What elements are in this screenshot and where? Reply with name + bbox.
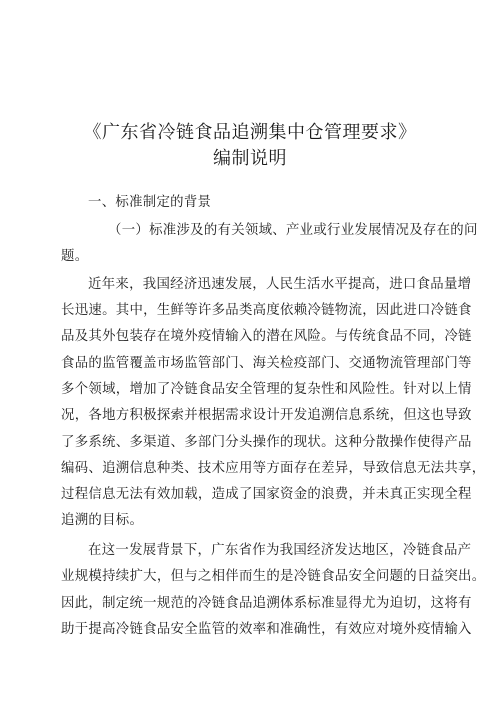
paragraph-line: 近年来，我国经济迅速发展，人民生活水平提高，进口食品量增 [88, 277, 472, 292]
paragraph-line: 长迅速。其中，生鲜等许多品类高度依赖冷链物流，因此进口冷链食 [61, 303, 472, 318]
paragraph-line: 品及其外包装存在境外疫情输入的潜在风险。与传统食品不同，冷链 [61, 329, 472, 344]
paragraph-line: 况，各地方积极探索并根据需求设计开发追溯信息系统，但这也导致 [61, 408, 472, 423]
document-subtitle: 编制说明 [213, 148, 287, 169]
paragraph-line: 在这一发展背景下，广东省作为我国经济发达地区，冷链食品产 [88, 543, 472, 558]
paragraph-line: 因此，制定统一规范的冷链食品追溯体系标准显得尤为迫切，这将有 [61, 596, 472, 611]
subsection-heading-line: 题。 [61, 249, 89, 264]
document-title: 《广东省冷链食品追溯集中仓管理要求》 [83, 122, 417, 143]
paragraph-line: 多个领域，增加了冷链食品安全管理的复杂性和风险性。针对以上情 [61, 382, 472, 397]
paragraph-line: 助于提高冷链食品安全监管的效率和准确性，有效应对境外疫情输入 [61, 622, 472, 637]
paragraph-line: 编码、追溯信息种类、技术应用等方面存在差异，导致信息无法共享， [61, 461, 486, 476]
subsection-heading-line: （一）标准涉及的有关领域、产业或行业发展情况及存在的问 [108, 223, 478, 238]
paragraph-line: 业规模持续扩大，但与之相伴而生的是冷链食品安全问题的日益突出。 [61, 569, 486, 584]
paragraph-line: 了多系统、多渠道、多部门分头操作的现状。这种分散操作使得产品 [61, 435, 472, 450]
paragraph-line: 追溯的目标。 [61, 513, 144, 528]
paragraph-line: 食品的监管覆盖市场监管部门、海关检疫部门、交通物流管理部门等 [61, 356, 472, 371]
paragraph-line: 过程信息无法有效加载，造成了国家资金的浪费，并未真正实现全程 [61, 487, 472, 502]
section-heading: 一、标准制定的背景 [88, 195, 212, 210]
